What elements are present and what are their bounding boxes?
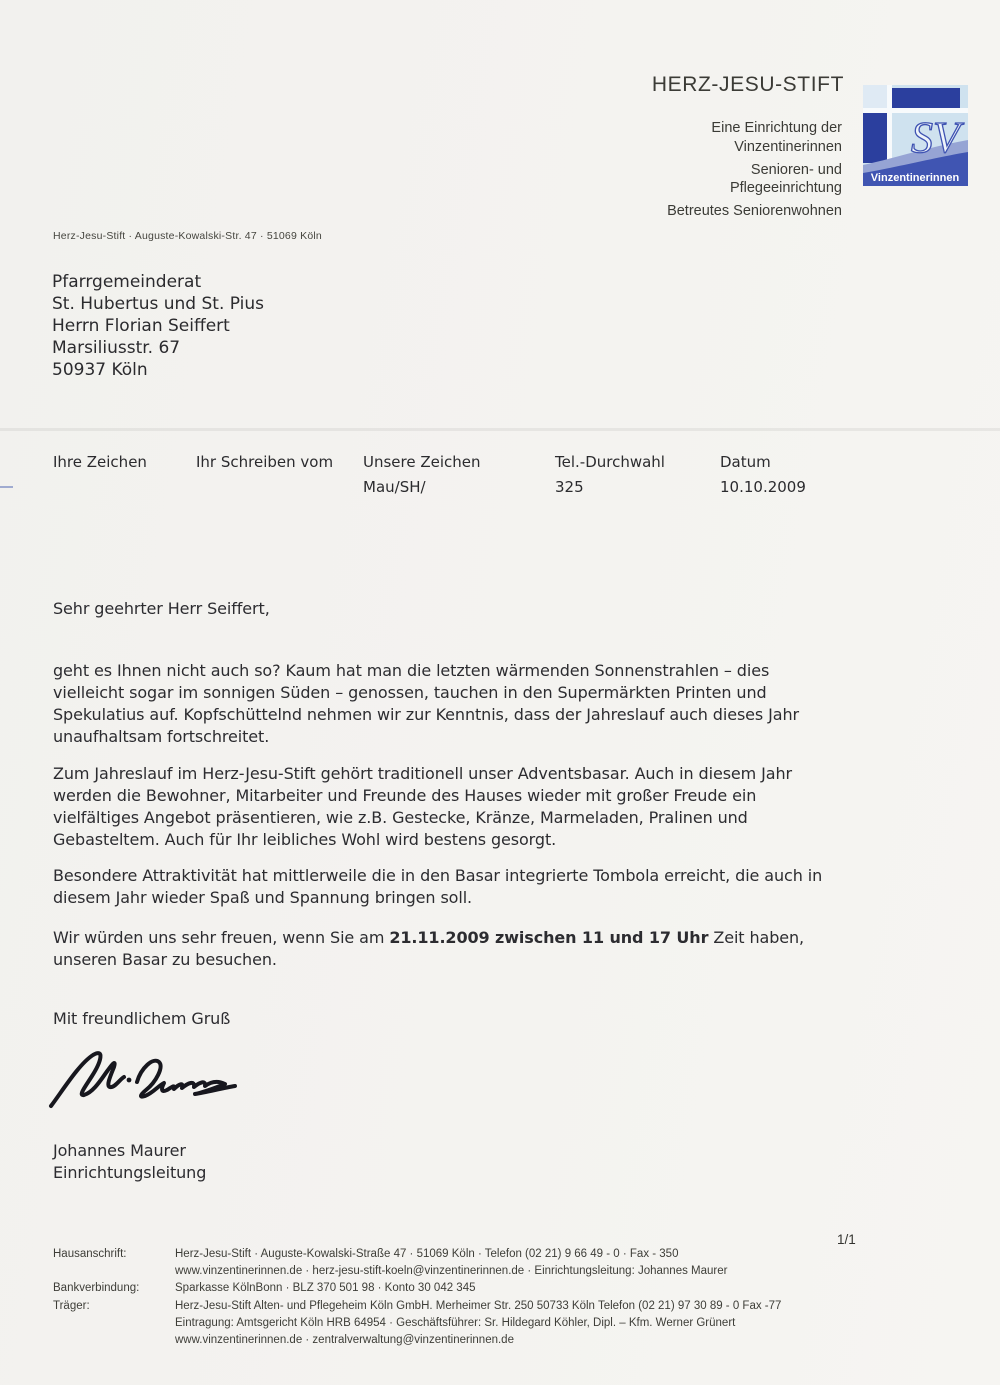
ref-col-unsere-zeichen [363,453,481,496]
ref-col-tel-durchwahl [555,453,665,496]
footer-label [53,1263,175,1280]
ref-label: Datum [720,453,771,471]
footer-label [53,1315,175,1332]
footer-text: Sparkasse KölnBonn · BLZ 370 501 98 · Konto 30 042 345 [175,1282,476,1295]
footer-label [53,1332,175,1349]
ref-value [53,478,147,496]
signature-icon [45,1042,245,1114]
ref-col-ihre-zeichen [53,453,147,496]
paragraph-3: Besondere Attraktivität hat mittlerweile die in den Basar integrierte Tombola erreicht, die auch in diesem Jahr wieder Spaß und Spannung bringen soll. [53,866,823,907]
footer-block [53,1246,973,1349]
ref-label: Unsere Zeichen [363,453,481,471]
signer-title: Einrichtungsleitung [53,1163,207,1182]
cross-sv-logo-icon [863,85,968,186]
recipient-line: Pfarrgemeinderat [52,272,202,292]
recipient-line: Marsiliusstr. 67 [52,338,181,358]
tagline-line: Senioren- und [750,161,842,178]
ref-label: Ihr Schreiben vom [196,453,334,471]
ref-value [196,478,333,496]
logo-caption: Vinzentinerinnen [870,172,960,184]
footer-text: www.vinzentinerinnen.de · herz-jesu-stift-koeln@vinzentinerinnen.de · Einrichtungsleitung: Johannes Maurer [175,1265,728,1278]
footer-label: Bankverbindung: [53,1282,140,1295]
footer-row [53,1332,973,1349]
footer-row [53,1246,973,1263]
footer-label: Hausanschrift: [53,1248,127,1260]
sender-return-address: Herz-Jesu-Stift · Auguste-Kowalski-Str. 47 · 51069 Köln [53,230,322,242]
paragraph-2: Zum Jahreslauf im Herz-Jesu-Stift gehört traditionell unser Adventsbasar. Auch in diesem Jahr werden die Bewohner, Mitarbeiter und Freunde des Hauses wieder mit großer Freude ein vielfältiges Angebot präsentieren, wie z.B. Gestecke, Kränze, Marmeladen, Pralinen und Gebasteltem. Auch für Ihr leibliches Wohl wird bestens gesorgt. [53,764,792,849]
page-indicator: 1/1 [837,1232,856,1247]
signer-block [53,1140,845,1184]
footer-text: Eintragung: Amtsgericht Köln HRB 64954 · Geschäftsführer: Sr. Hildegard Köhler, Dipl. – Kfm. Werner Grünert [175,1316,736,1329]
ref-value: 325 [555,478,584,496]
paragraph-4-text: Wir würden uns sehr freuen, wenn Sie am [53,928,390,947]
tagline-line: Eine Einrichtung der [711,120,842,136]
footer-label: Träger: [53,1299,90,1312]
org-tagline [667,119,842,221]
signer-name: Johannes Maurer [53,1141,186,1160]
footer-text: www.vinzentinerinnen.de · zentralverwaltung@vinzentinerinnen.de [175,1334,514,1347]
logo-monogram: SV [911,113,960,162]
fold-mark [0,486,13,488]
footer-row [53,1298,973,1315]
recipient-line: Herrn Florian Seiffert [52,316,230,336]
paragraph-4-bold-date: 21.11.2009 zwischen 11 und 17 Uhr [389,928,709,947]
paragraph-1: geht es Ihnen nicht auch so? Kaum hat man die letzten wärmenden Sonnenstrahlen – dies vielleicht sogar im sonnigen Süden – genossen, tauchen in den Supermärkten Printen und Spekulatius auf. Kopfschüttelnd nehmen wir zur Kenntnis, dass der Jahreslauf auch dieses Jahr unaufhaltsam fortschreitet. [53,661,799,746]
salutation: Sehr geehrter Herr Seiffert, [53,599,270,618]
handwritten-signature [45,1042,245,1118]
ref-col-datum [720,453,806,496]
footer-row [53,1280,973,1297]
recipient-address-block [52,271,264,381]
footer-text: Herz-Jesu-Stift Alten- und Pflegeheim Köln GmbH. Merheimer Str. 250 50733 Köln Telefon (02 21) 97 30 89 - 0 Fax -77 [175,1299,782,1312]
scan-fold-shadow [0,428,1000,431]
org-name: HERZ-JESU-STIFT [651,73,844,96]
tagline-line: Vinzentinerinnen [734,138,842,155]
recipient-line: 50937 Köln [52,360,148,380]
ref-value: 10.10.2009 [720,478,806,496]
ref-col-ihr-schreiben-vom [196,453,333,496]
ref-label: Ihre Zeichen [53,453,147,471]
closing-formula: Mit freundlichem Gruß [53,1009,231,1028]
tagline-line: Betreutes Seniorenwohnen [667,203,842,219]
ref-label: Tel.-Durchwahl [555,453,665,471]
recipient-line: St. Hubertus und St. Pius [52,294,265,314]
paragraph-4 [53,927,845,971]
footer-row [53,1315,973,1332]
tagline-line: Pflegeeinrichtung [729,180,842,196]
paragraph-4-text: Zeit haben, unseren Basar zu besuchen. [53,928,805,969]
vinzentinerinnen-logo [863,85,968,186]
ref-value: Mau/SH/ [363,478,426,496]
footer-row [53,1263,973,1280]
footer-text: Herz-Jesu-Stift · Auguste-Kowalski-Straße 47 · 51069 Köln · Telefon (02 21) 9 66 49 - 0 · Fax - 350 [175,1248,679,1260]
